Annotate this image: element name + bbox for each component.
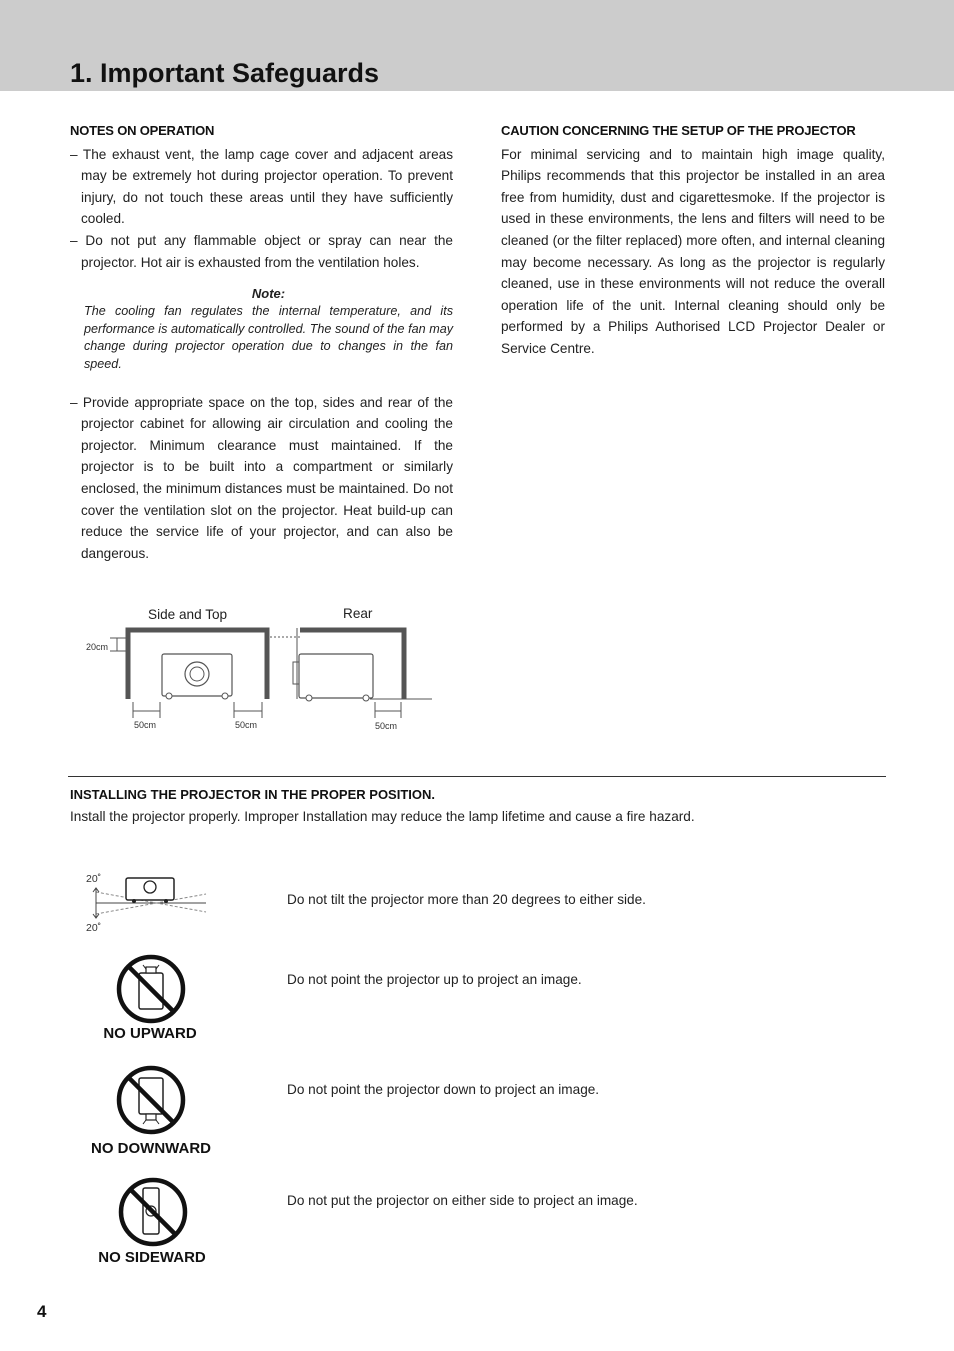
projector-side-foot-front — [306, 695, 312, 701]
label-no-sideward: NO SIDEWARD — [98, 1249, 206, 1266]
notes-heading: NOTES ON OPERATION — [70, 123, 215, 138]
rear-label: Rear — [343, 606, 373, 621]
clearance-diagram — [80, 598, 440, 738]
caution-section — [501, 120, 885, 360]
no-upward-lens — [146, 967, 156, 973]
left-clearance-label: 50cm — [134, 720, 157, 730]
no-sideward-icon — [117, 1176, 189, 1248]
lens-inner-ring — [190, 667, 204, 681]
page-number: 4 — [37, 1302, 47, 1321]
projector-side-view — [299, 654, 373, 698]
install-text: Install the projector properly. Improper Installation may reduce the lamp lifetime and cause a fire hazard. — [70, 809, 695, 824]
rule-upward: Do not point the projector up to project an image. — [287, 972, 582, 987]
rear-enclosure — [300, 630, 404, 699]
note-box — [84, 285, 453, 373]
projector-side-foot-rear — [363, 695, 369, 701]
rule-tilt: Do not tilt the projector more than 20 degrees to either side. — [287, 892, 646, 907]
notes-bullet-flammable: – Do not put any flammable object or spray can near the projector. Hot air is exhausted from the ventilation holes. — [70, 232, 453, 270]
tilt-projector-foot-right — [164, 899, 168, 903]
projector-front-view — [162, 654, 232, 696]
label-no-upward: NO UPWARD — [103, 1025, 197, 1042]
projector-foot-left — [166, 693, 172, 699]
caution-heading: CAUTION CONCERNING THE SETUP OF THE PROJECTOR — [501, 123, 856, 138]
note-text: The cooling fan regulates the internal temperature, and its performance is automatically controlled. The sound of the fan may change during projector operation due to changes in the fan speed. — [84, 304, 453, 371]
no-downward-lens — [146, 1114, 156, 1120]
tilt-diagram — [84, 870, 208, 936]
rule-sideward: Do not put the projector on either side to project an image. — [287, 1193, 638, 1208]
notes-section — [70, 120, 453, 564]
side-top-enclosure — [128, 630, 267, 699]
caution-text: For minimal servicing and to maintain high image quality, Philips recommends that this projector be installed in an area free from humidity, dust and cigarettesmoke. If the projector is used in these environments, the lens and filters will need to be cleaned (or the filter replaced) more often, and internal cleaning may become necessary. As long as the projector is regularly cleaned, use in these environments will not reduce the overall operation life of the unit. Internal cleaning should only be performed by a Philips Authorised LCD Projector Dealer or Service Centre. — [501, 146, 885, 356]
tilt-projector-foot-left — [132, 899, 136, 903]
rear-clearance-label: 50cm — [375, 721, 398, 731]
page-title: 1. Important Safeguards — [70, 58, 380, 88]
right-clearance-label: 50cm — [235, 720, 258, 730]
tilt-top-label: 20˚ — [86, 873, 102, 885]
top-clearance-label: 20cm — [86, 642, 109, 652]
install-heading: INSTALLING THE PROJECTOR IN THE PROPER POSITION. — [70, 787, 435, 802]
notes-bullet-hot-areas: – The exhaust vent, the lamp cage cover and adjacent areas may be extremely hot during projector operation. To prevent injury, do not touch these areas until they have sufficiently cooled. — [70, 146, 453, 227]
tilt-bottom-label: 20˚ — [86, 922, 102, 934]
note-title: Note: — [251, 286, 286, 302]
rule-downward: Do not point the projector down to project an image. — [287, 1082, 600, 1097]
side-top-label: Side and Top — [148, 607, 228, 622]
no-downward-icon — [115, 1064, 187, 1136]
no-upward-icon — [115, 953, 187, 1025]
lens-outer-ring — [185, 662, 209, 686]
section-divider — [68, 776, 886, 777]
projector-side-lens — [293, 662, 299, 684]
projector-foot-right — [222, 693, 228, 699]
notes-bullet-clearance: – Provide appropriate space on the top, sides and rear of the projector cabinet for allowing air circulation and cooling the projector. Minimum clearance must maintained. If the projector is to be built into a compartment or similarly enclosed, the minimum distances must be maintained. Do not cover the ventilation slot on the projector. Heat build-up can reduce the service life of your projector, and can also be dangerous. — [70, 394, 453, 561]
label-no-downward: NO DOWNWARD — [91, 1140, 211, 1157]
